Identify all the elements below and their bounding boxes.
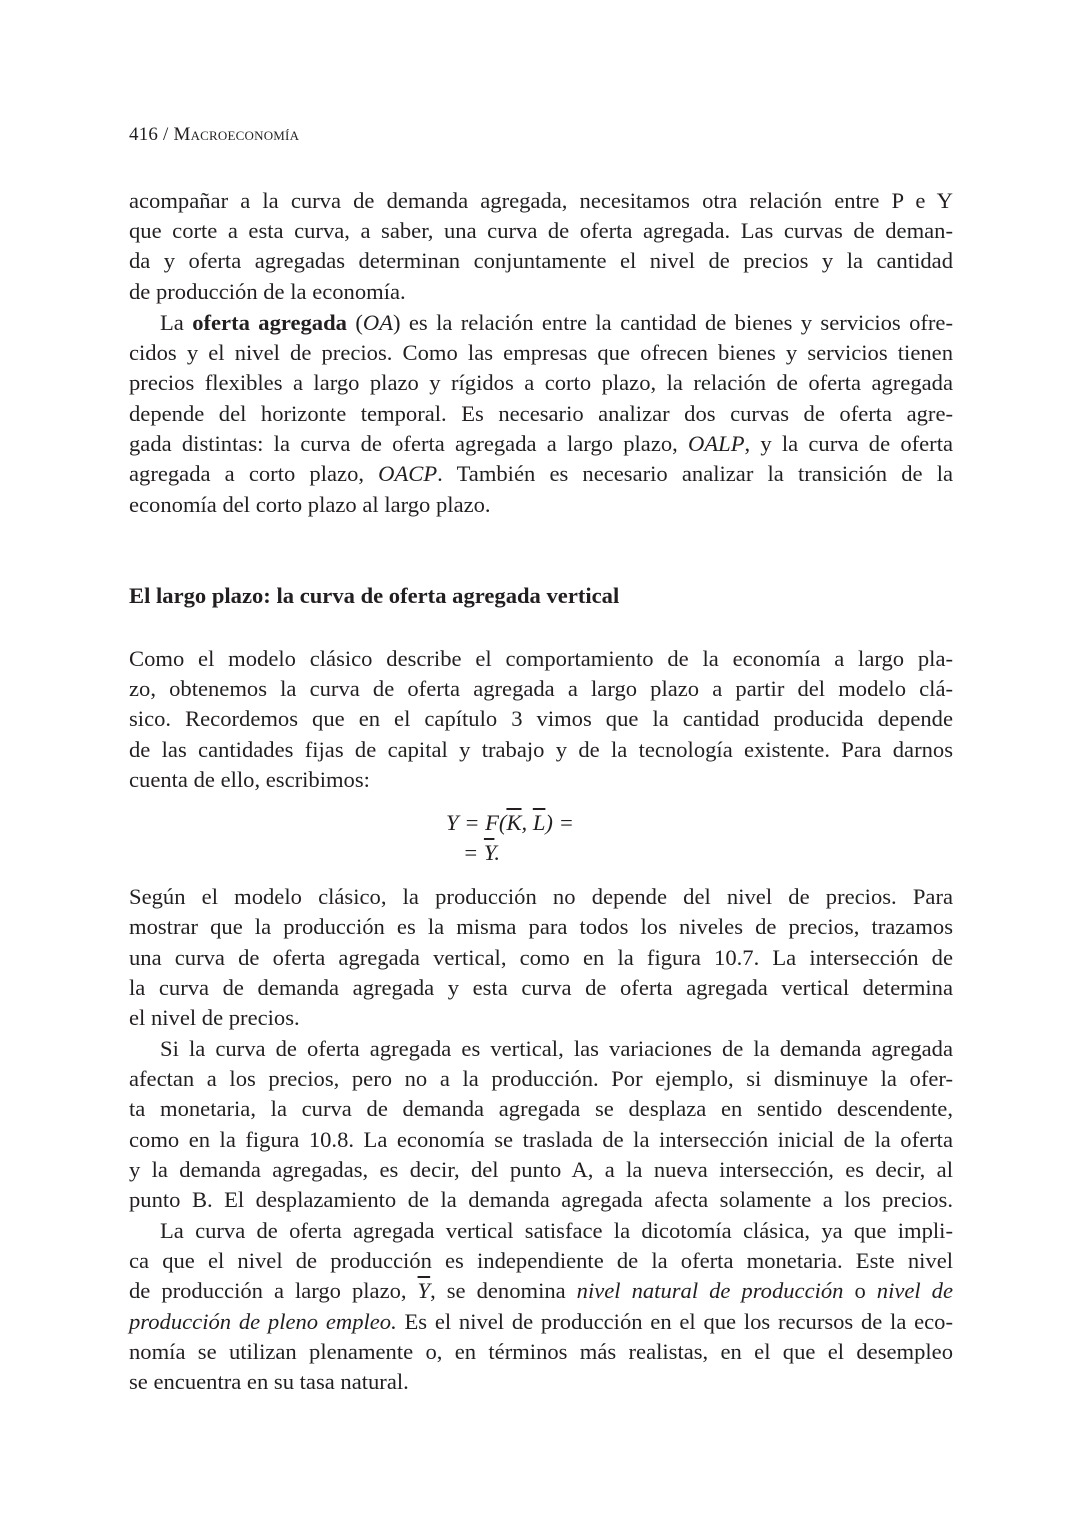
y-bar: $\overline{Y}$: [483, 840, 495, 865]
key-term: oferta agregada: [192, 310, 347, 335]
text-line: La oferta agregada (OA) es la relación entre la cantidad de bienes y servicios ofre-: [160, 310, 953, 335]
book-title: Macroeconomía: [173, 124, 300, 145]
text-line: Como el modelo clásico describe el comportamiento de la economía a largo pla-: [129, 646, 953, 671]
header-separator: /: [158, 124, 174, 145]
l-bar: $\overline{L}$: [532, 810, 546, 835]
text-line: cidos y el nivel de precios. Como las empresas que ofrecen bienes y servicios tienen: [129, 340, 953, 365]
text-line: de las cantidades fijas de capital y trabajo y de la tecnología existente. Para darnos: [129, 737, 953, 762]
running-header: [129, 124, 299, 146]
section-heading: El largo plazo: la curva de oferta agregada vertical: [129, 583, 620, 608]
text-line: gada distintas: la curva de oferta agregada a largo plazo, OALP, y la curva de oferta: [129, 431, 953, 456]
text-line: La curva de oferta agregada vertical satisface la dicotomía clásica, ya que impli-: [160, 1218, 953, 1243]
text-line: da y oferta agregadas determinan conjuntamente el nivel de precios y la cantidad: [129, 248, 953, 273]
equation-line: $Y = F(\overline{K}$, $\overline{L}$) =: [446, 810, 574, 835]
text-line: depende del horizonte temporal. Es necesario analizar dos curvas de oferta agre-: [129, 401, 953, 426]
text-line: ca que el nivel de producción es independiente de la oferta monetaria. Este nivel: [129, 1248, 953, 1273]
text-line: la curva de demanda agregada y esta curva de oferta agregada vertical determina: [129, 975, 953, 1000]
text-line: cuenta de ello, escribimos:: [129, 767, 370, 792]
text-line: sico. Recordemos que en el capítulo 3 vimos que la cantidad producida depende: [129, 706, 953, 731]
text-line: de producción de la economía.: [129, 279, 406, 304]
y-bar: $\overline{Y}$: [417, 1278, 431, 1303]
text-line: producción de pleno empleo. Es el nivel de producción en el que los recursos de la eco-: [129, 1309, 953, 1334]
text-line: economía del corto plazo al largo plazo.: [129, 492, 491, 517]
abbreviation: OA: [362, 310, 393, 335]
equation-line: = $\overline{Y}$.: [463, 840, 501, 865]
text-line: el nivel de precios.: [129, 1005, 300, 1030]
key-term: nivel natural de producción: [576, 1278, 844, 1303]
text-line: Si la curva de oferta agregada es vertical, las variaciones de la demanda agregada: [160, 1036, 953, 1061]
text-line: acompañar a la curva de demanda agregada, necesitamos otra relación entre P e Y: [129, 188, 953, 213]
text-line: como en la figura 10.8. La economía se traslada de la intersección inicial de la oferta: [129, 1127, 953, 1152]
text-line: se encuentra en su tasa natural.: [129, 1369, 409, 1394]
key-term: producción de pleno empleo.: [129, 1309, 397, 1334]
text-line: precios flexibles a largo plazo y rígidos a corto plazo, la relación de oferta agregada: [129, 370, 953, 395]
text-line: Según el modelo clásico, la producción no depende del nivel de precios. Para: [129, 884, 953, 909]
text-line: nomía se utilizan plenamente o, en términos más realistas, en el que el desempleo: [129, 1339, 953, 1364]
text-line: ta monetaria, la curva de demanda agregada se desplaza en sentido descendente,: [129, 1096, 953, 1121]
key-term: nivel de: [876, 1278, 953, 1303]
k-bar: $\overline{K}$: [506, 810, 522, 835]
text-line: una curva de oferta agregada vertical, como en la figura 10.7. La intersección de: [129, 945, 953, 970]
text-line: y la demanda agregadas, es decir, del punto A, a la nueva intersección, es decir, al: [129, 1157, 953, 1182]
page-number: 416: [129, 124, 159, 145]
text-line: que corte a esta curva, a saber, una curva de oferta agregada. Las curvas de deman-: [129, 218, 953, 243]
text-line: afectan a los precios, pero no a la producción. Por ejemplo, si disminuye la ofer-: [129, 1066, 953, 1091]
text-line: zo, obtenemos la curva de oferta agregada a largo plazo a partir del modelo clá-: [129, 676, 953, 701]
text-line: agregada a corto plazo, OACP. También es necesario analizar la transición de la: [129, 461, 953, 486]
text-line: mostrar que la producción es la misma para todos los niveles de precios, trazamos: [129, 914, 953, 939]
text-line: punto B. El desplazamiento de la demanda agregada afecta solamente a los precios.: [129, 1187, 953, 1212]
text-line: de producción a largo plazo, $\overline{Y}$, se denomina nivel natural de producción o nivel de: [129, 1278, 953, 1303]
